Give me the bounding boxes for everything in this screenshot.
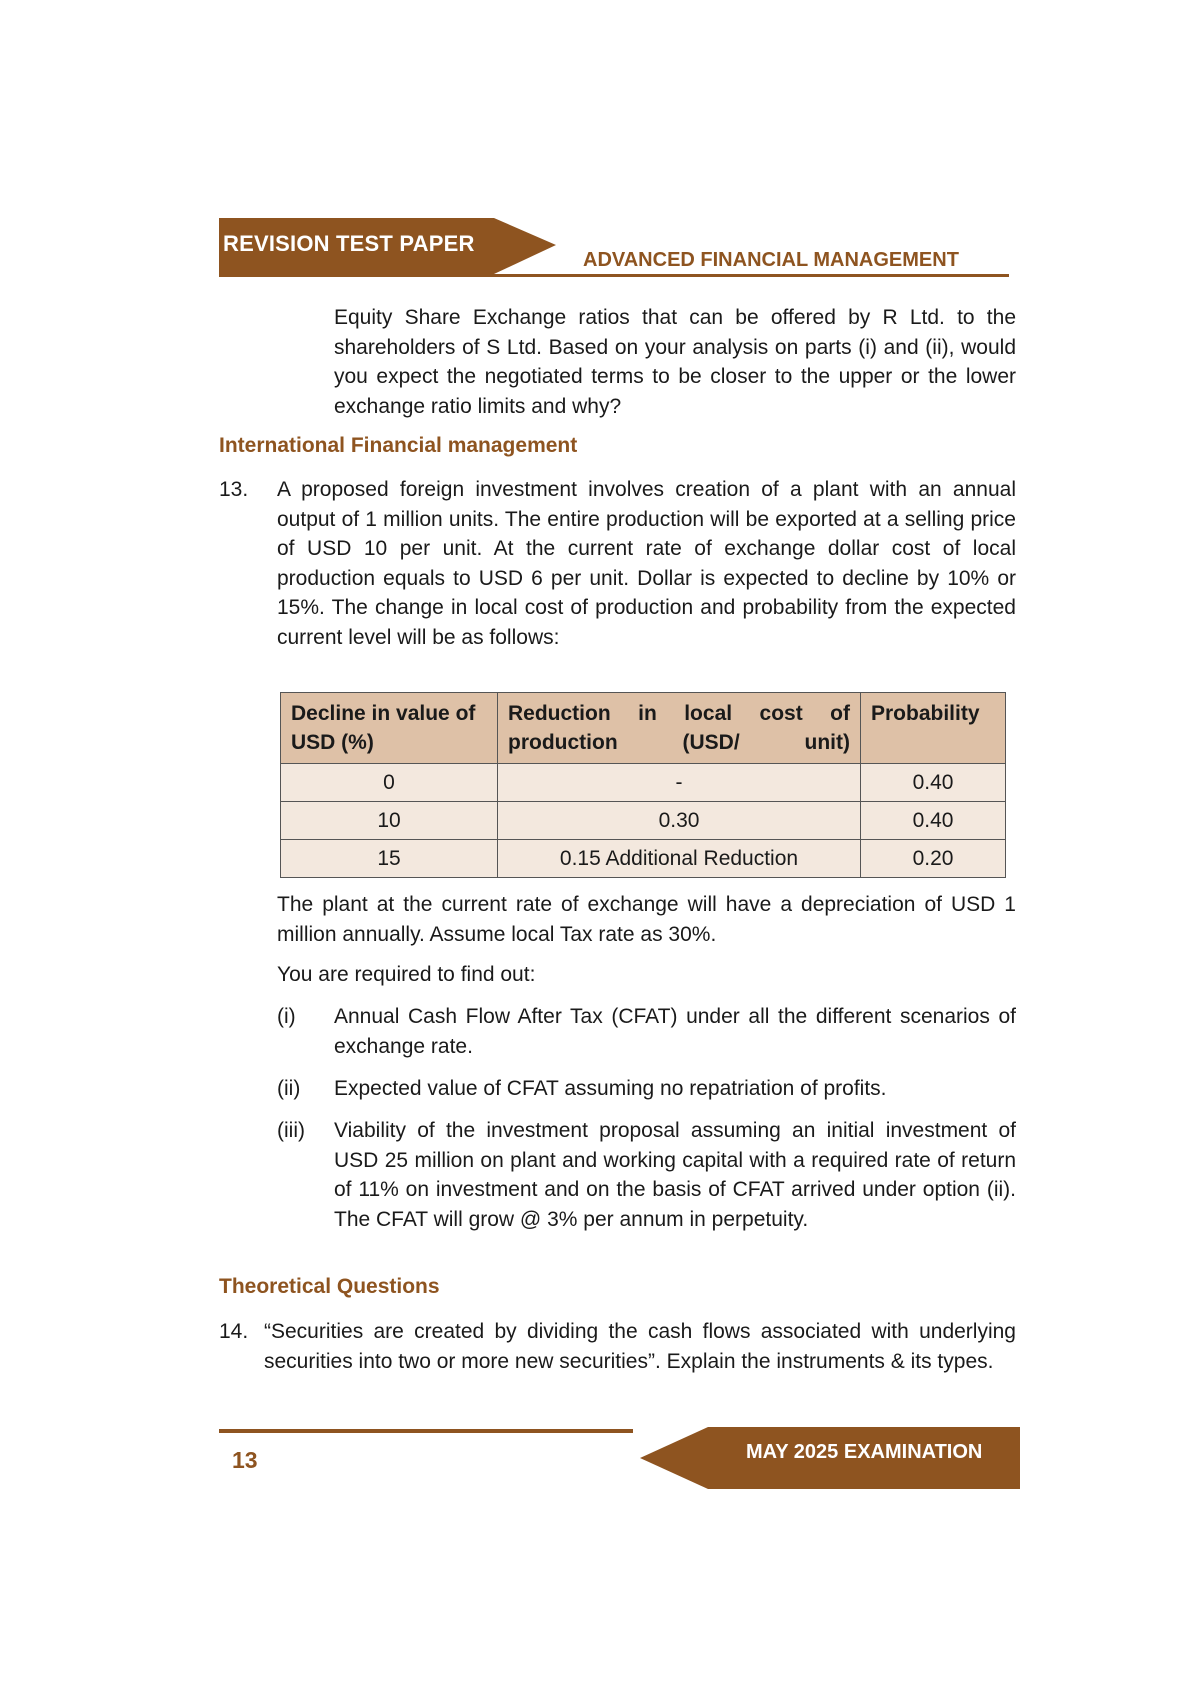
header-rule	[219, 274, 1009, 277]
question-number-13: 13.	[219, 478, 249, 501]
table-cell: 0.15 Additional Reduction	[498, 840, 861, 878]
list-item-text: Annual Cash Flow After Tax (CFAT) under all the different scenarios of exchange rate.	[334, 1005, 1016, 1058]
table-cell: 0.30	[498, 802, 861, 840]
table-cell: 15	[281, 840, 498, 878]
list-item-text: Expected value of CFAT assuming no repatriation of profits.	[334, 1077, 887, 1100]
table-header-row	[281, 693, 1006, 764]
list-item-label: (ii)	[277, 1077, 301, 1100]
footer-rule	[219, 1429, 633, 1433]
table-cell: 0	[281, 764, 498, 802]
page-number: 13	[232, 1447, 258, 1473]
table-row	[281, 802, 1006, 840]
header-title: REVISION TEST PAPER	[223, 231, 475, 256]
intro-paragraph: Equity Share Exchange ratios that can be offered by R Ltd. to the shareholders of S Ltd. Based on your analysis on parts (i) and (ii), would you expect the negotiated terms to be closer to the upper or the lower exchange ratio limits and why?	[334, 306, 1016, 418]
required-text: You are required to find out:	[277, 963, 536, 986]
question-13-text: A proposed foreign investment involves creation of a plant with an annual output of 1 million units. The entire production will be exported at a selling price of USD 10 per unit. At the current rate of exchange dollar cost of local production equals to USD 6 per unit. Dollar is expected to decline by 10% or 15%. The change in local cost of production and probability from the expected current level will be as follows:	[277, 478, 1016, 649]
table-cell: 0.20	[861, 840, 1006, 878]
table-header-cell: Decline in value of USD (%)	[281, 693, 498, 764]
depreciation-paragraph: The plant at the current rate of exchange will have a depreciation of USD 1 million annually. Assume local Tax rate as 30%.	[277, 893, 1016, 946]
list-item-text: Viability of the investment proposal assuming an initial investment of USD 25 million on plant and working capital with a required rate of return of 11% on investment and on the basis of CFAT arrived under option (ii). The CFAT will grow @ 3% per annum in perpetuity.	[334, 1119, 1016, 1231]
question-14-text: “Securities are created by dividing the cash flows associated with underlying securities into two or more new securities”. Explain the instruments & its types.	[264, 1320, 1016, 1373]
section-heading-theoretical: Theoretical Questions	[219, 1275, 440, 1298]
footer-exam-label: MAY 2025 EXAMINATION	[746, 1441, 983, 1463]
list-item-label: (i)	[277, 1005, 296, 1028]
list-item-label: (iii)	[277, 1119, 305, 1142]
table-header-cell: Probability	[861, 693, 1006, 764]
table-header-cell: Reduction in local cost of production (USD/ unit)	[498, 693, 861, 764]
table-row	[281, 840, 1006, 878]
table-cell: 0.40	[861, 764, 1006, 802]
section-heading-international: International Financial management	[219, 434, 578, 457]
table-cell: -	[498, 764, 861, 802]
question-number-14: 14.	[219, 1320, 249, 1343]
table-row	[281, 764, 1006, 802]
probability-table	[280, 692, 1006, 878]
table-cell: 10	[281, 802, 498, 840]
header-subject: ADVANCED FINANCIAL MANAGEMENT	[583, 249, 959, 271]
table-cell: 0.40	[861, 802, 1006, 840]
